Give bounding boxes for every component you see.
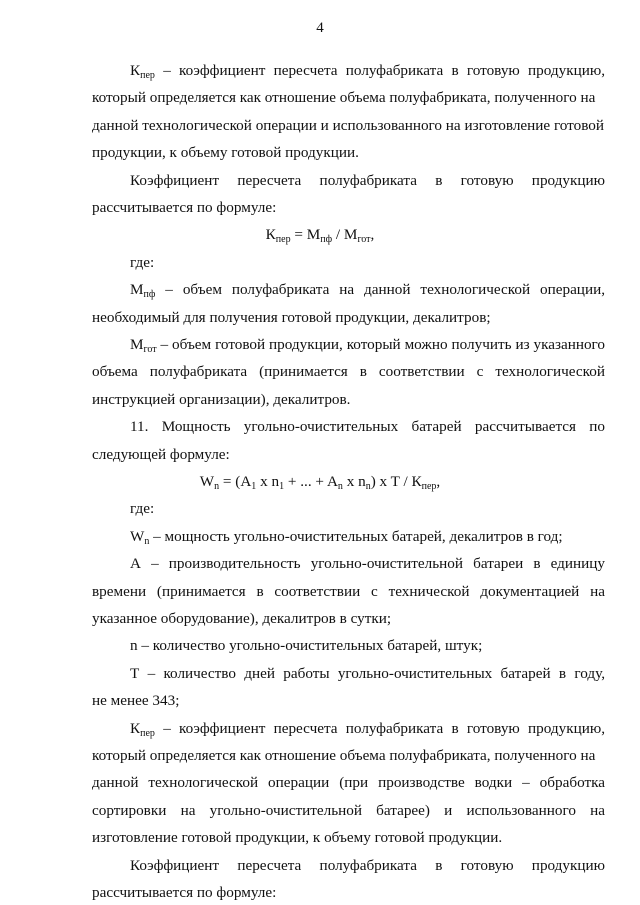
m-got-definition-line-1: $М_{гот}$ – объем готовой продукции, который можно получить из указанного: [130, 336, 605, 355]
k-per-definition2-line-3: данной технологической операции (при производстве водки – обработка: [92, 774, 605, 791]
k-per-definition2-line-2: который определяется как отношение объема полуфабриката, полученного на: [92, 747, 596, 764]
k-per-definition2-line-5: изготовление готовой продукции, к объему готовой продукции.: [92, 829, 503, 846]
m-pf-definition-line-2: необходимый для получения готовой продукции, декалитров;: [92, 309, 491, 326]
n-definition: n – количество угольно-очистительных батарей, штук;: [130, 637, 483, 654]
a-definition-line-1: А – производительность угольно-очистительной батареи в единицу: [130, 555, 605, 572]
coefficient-intro-line-2: рассчитывается по формуле:: [92, 199, 277, 216]
k-per-definition-line-1: $К_{пер}$ – коэффициент пересчета полуфабриката в готовую продукцию,: [130, 62, 605, 81]
coefficient-intro2-line-2: рассчитывается по формуле:: [92, 884, 277, 901]
k-per-definition-line-2: который определяется как отношение объема полуфабриката, полученного на: [92, 89, 596, 106]
power-intro-line-1: 11. Мощность угольно-очистительных батарей рассчитывается по: [130, 418, 605, 435]
a-definition-line-2: времени (принимается в соответствии с технической документацией на: [92, 583, 605, 600]
k-per-definition2-line-4: сортировки на угольно-очистительной батарее) и использованного на: [92, 802, 605, 819]
m-pf-definition-line-1: $М_{пф}$ – объем полуфабриката на данной технологической операции,: [130, 281, 605, 300]
k-per-definition-line-4: продукции, к объему готовой продукции.: [92, 144, 359, 161]
formula-power: $W_n = (A_1$ x $n_1$ + ... + $A_n$ x $n_n$) x T / $К_{пер}$,: [199, 473, 441, 492]
where-label-2: где:: [130, 500, 155, 517]
coefficient-intro-line-1: Коэффициент пересчета полуфабриката в готовую продукцию: [130, 172, 605, 189]
formula-k-per: $К_{пер} = М_{пф} / М_{гот}$,: [265, 226, 375, 245]
a-definition-line-3: указанное оборудование), декалитров в сутки;: [92, 610, 392, 627]
m-got-definition-line-2: объема полуфабриката (принимается в соответствии с технологической: [92, 363, 605, 380]
page-number: 4: [316, 20, 324, 36]
power-intro-line-2: следующей формуле:: [92, 446, 230, 463]
k-per-definition-line-3: данной технологической операции и использованного на изготовление готовой: [92, 117, 605, 134]
m-got-definition-line-3: инструкцией организации), декалитров.: [92, 391, 351, 408]
t-definition-line-1: Т – количество дней работы угольно-очистительных батарей в году,: [130, 665, 605, 682]
t-definition-line-2: не менее 343;: [92, 692, 180, 709]
coefficient-intro2-line-1: Коэффициент пересчета полуфабриката в готовую продукцию: [130, 857, 605, 874]
where-label-1: где:: [130, 254, 155, 271]
k-per-definition2-line-1: $К_{пер}$ – коэффициент пересчета полуфабриката в готовую продукцию,: [130, 720, 605, 739]
w-n-definition: $W_n$ – мощность угольно-очистительных батарей, декалитров в год;: [130, 528, 563, 547]
